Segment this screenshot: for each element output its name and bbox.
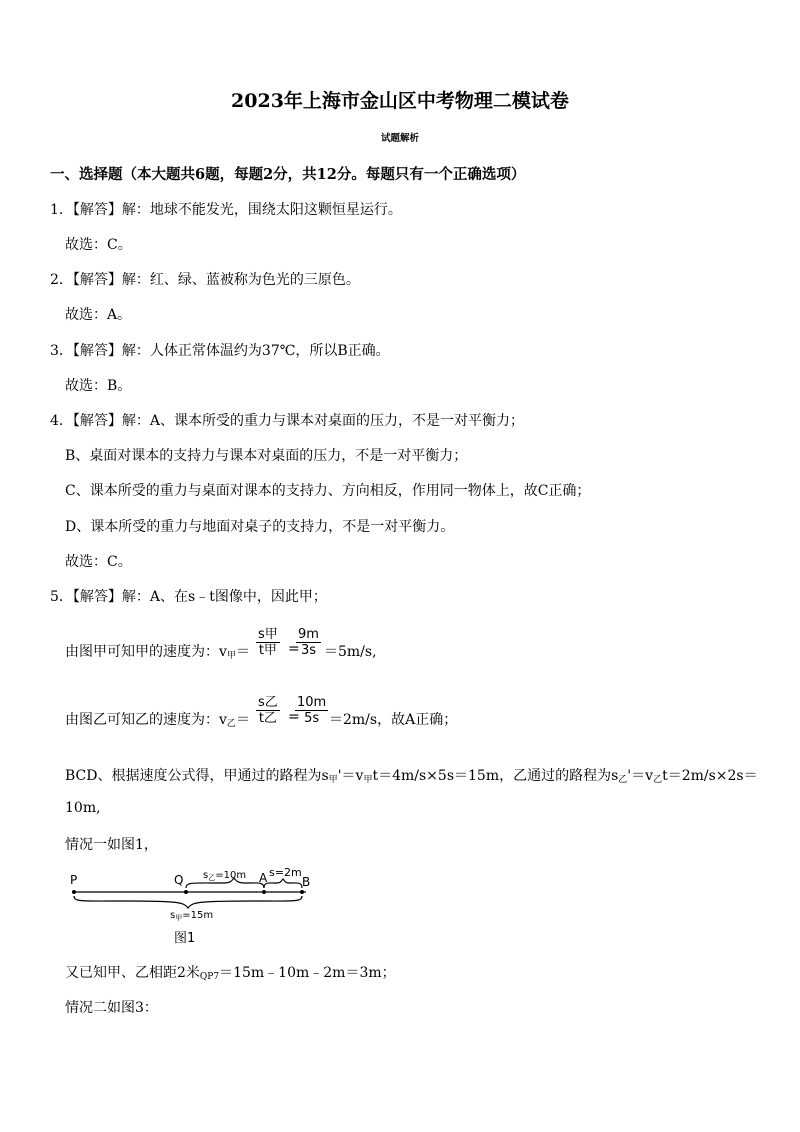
fraction-numerator: 10m [297,695,327,710]
bcd-part: t＝2m/s×2s＝ [662,768,758,784]
s-yi-label: $s_乙=10m$ [203,870,247,882]
bcd-subscript: 乙 [653,775,663,785]
point-p-label: P [70,873,78,887]
q5-answer-text: 5．【解答】解：A、在s﹣t图像中，因此甲； [50,589,327,605]
q4-choice: 故选：C。 [65,554,132,570]
after-fig-part: 又已知甲、乙相距2米 [65,965,200,981]
point-q-dot [184,890,188,894]
point-b-dot [300,890,304,894]
page-subtitle: 试题解析 [380,133,419,144]
point-a-label: A [259,871,268,885]
figure-1-caption: 图1 [174,931,196,946]
q1-answer-text: 1．【解答】解：地球不能发光，围绕太阳这颗恒星运行。 [50,202,402,218]
point-b-label: B [302,875,311,889]
q4-option-c: C、课本所受的重力与桌面对课本的支持力、方向相反，作用同一物体上，故C正确； [65,483,591,499]
bcd-part: '＝v [337,768,364,784]
q2-choice: 故选：A。 [65,307,132,323]
fraction-s-over-t-jia [256,627,280,658]
velocity-jia-result: ＝5m/s, [324,644,377,660]
q5-bcd-text [65,765,758,785]
velocity-jia-prefix: 由图甲可知甲的速度为：v [65,644,227,660]
q1-choice: 故选：C。 [65,237,132,253]
section-heading-choice: 一、选择题（本大题共6题，每题2分，共12分。每题只有一个正确选项） [50,166,526,183]
page-title: 2023年上海市金山区中考物理二模试卷 [231,90,569,112]
bcd-part: '＝v [627,768,654,784]
fraction-numerator: 9m [298,627,319,642]
figure-1-diagram [62,862,322,947]
velocity-yi-result: ＝2m/s，故A正确； [329,712,458,728]
bcd-part: t＝4m/s×5s＝15m，乙通过的路程为s [372,768,619,784]
after-fig-subscript: QP7 [199,972,220,982]
q4-option-b: B、桌面对课本的支持力与课本对桌面的压力，不是一对平衡力； [65,448,468,464]
q2-answer-text: 2．【解答】解：红、绿、蓝被称为色光的三原色。 [50,272,360,288]
point-a-dot [262,890,266,894]
s-2m-label: s=2m [269,866,302,879]
velocity-jia-subscript: 甲 [226,651,236,661]
fraction-denominator: 5s [304,711,320,726]
fraction-s-over-t-yi [256,695,280,726]
brace-s-2m [264,879,302,888]
velocity-jia-equals: ＝ [235,644,250,660]
q5-case1-label: 情况一如图1， [65,837,158,853]
fraction-denominator: 3s [300,643,316,658]
q3-answer-text: 3．【解答】解：人体正常体温约为37℃，所以B正确。 [50,343,390,359]
fraction-numerator: s甲 [258,627,278,642]
velocity-yi-subscript: 乙 [226,719,236,729]
bcd-part: BCD、根据速度公式得，甲通过的路程为s [65,768,329,784]
q5-case2-label: 情况二如图3： [65,1000,158,1016]
fraction-numerator: s乙 [258,695,278,710]
fraction-denominator: t甲 [258,643,277,658]
fraction-equals: = [288,641,300,657]
velocity-yi-equals: ＝ [235,712,250,728]
q4-answer-text: 4．【解答】解：A、课本所受的重力与课本对桌面的压力，不是一对平衡力； [50,413,525,429]
velocity-yi-prefix: 由图乙可知乙的速度为：v [65,712,227,728]
fraction-denominator: t乙 [258,711,277,726]
point-p-dot [72,890,76,894]
fraction-10m-over-5s [295,695,328,726]
q4-option-d: D、课本所受的重力与地面对桌子的支持力，不是一对平衡力。 [65,519,455,535]
fraction-equals: = [288,709,300,725]
q3-choice: 故选：B。 [65,378,132,394]
after-fig-part: ＝15m﹣10m﹣2m＝3m； [219,965,396,981]
bcd-subscript: 乙 [618,775,628,785]
q5-after-figure-text [65,962,396,982]
bcd-subscript: 甲 [363,775,373,785]
bcd-subscript: 甲 [328,775,338,785]
brace-s-jia [74,896,302,908]
q5-bcd-text-line2: 10m, [65,800,101,816]
point-q-label: Q [174,873,184,887]
fraction-9m-over-3s [296,627,321,658]
s-jia-label: $s_甲=15m$ [170,910,214,922]
